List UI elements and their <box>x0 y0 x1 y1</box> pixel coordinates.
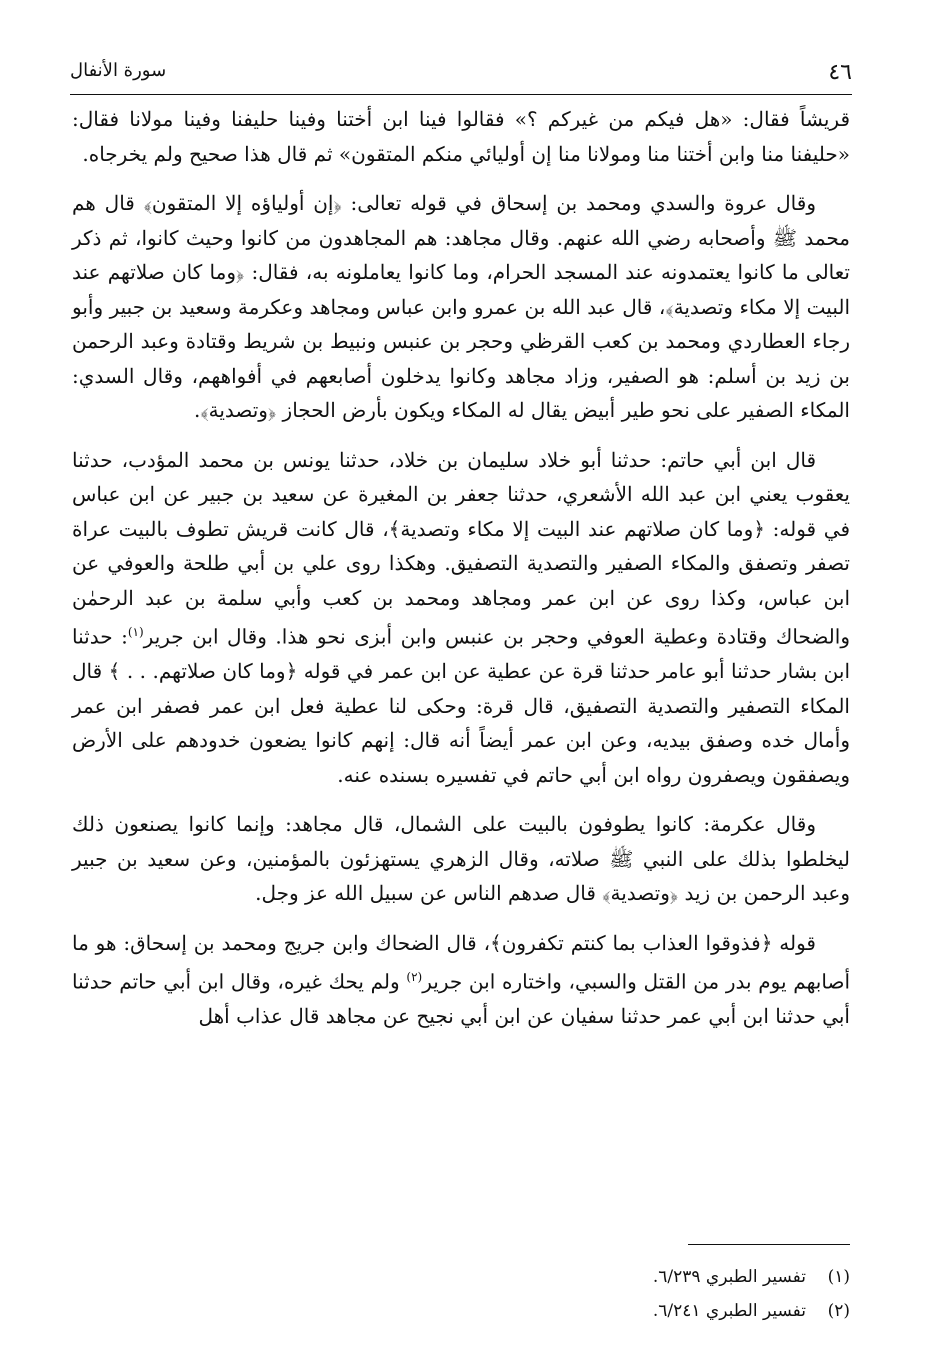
header-rule <box>70 94 852 95</box>
paragraph-1: قريشاً فقال: «هل فيكم من غيركم ؟» فقالوا فينا ابن أختنا وفينا حليفنا وفينا مولانا فقال: «حليفنا منا وابن أختنا منا ومولانا منا إن أوليائي منكم المتقون» ثم قال هذا صحيح ولم يخرجاه. <box>72 107 851 166</box>
paragraph-3-text: قال ابن أبي حاتم: حدثنا أبو خلاد سليمان بن خلاد، حدثنا يونس بن محمد المؤدب، حدثنا يعقوب يعني ابن عبد الله الأشعري، حدثنا جعفر بن المغيرة عن سعيد بن جبير عن ابن عباس في قوله: ﴿وما كان صلاتهم عند البيت إلا مكاء وتصدية﴾، قال كانت قريش تطوف بالبيت عراة تصفر وتصفق والمكاء الصفير والتصدية التصفيق. وهكذا روى علي بن أبي طلحة والعوفي عن ابن عباس، وكذا روى عن ابن عمر ومجاهد ومحمد بن كعب وأبي سلمة بن عبد الرحمٰن والضحاك وقتادة وعطية العوفي وحجر بن عنبس وابن أبزى نحو هذا. وقال ابن جرير <box>72 447 851 649</box>
paragraph-3 <box>72 443 850 793</box>
footnote-ref-2: (٢) <box>406 970 423 985</box>
surah-title: سورة الأنفال <box>70 60 167 81</box>
footnote-number: (٢) <box>827 1301 850 1321</box>
paragraph-3-continuation: : حدثنا ابن بشار حدثنا أبو عامر حدثنا قرة عن عطية عن ابن عمر في قوله ﴿وما كان صلاتهم. . . ﴾ قال المكاء التصفير والتصدية التصفيق، قال قرة: وحكى لنا عطية فعل ابن عمر فصفر ابن عمر وأمال خده وصفق بيديه، وعن ابن عمر أيضاً أنه قال: إنهم كانوا يضعون خدودهم على الأرض ويصفقون ويصفرون رواه ابن أبي حاتم في تفسيره بسنده عنه. <box>72 624 851 787</box>
paragraph-4: وقال عكرمة: كانوا يطوفون بالبيت على الشمال، قال مجاهد: وإنما كانوا يصنعون ذلك ليخلطوا بذلك على النبي ﷺ صلاته، وقال الزهري يستهزئون بالمؤمنين، وعن سعيد بن جبير وعبد الرحمن بن زيد ﴿وتصدية﴾ قال صدهم الناس عن سبيل الله عز وجل. <box>72 812 850 906</box>
footnote-ref-1: (١) <box>127 625 144 639</box>
footnote-rule <box>688 1244 850 1245</box>
footnote-text: تفسير الطبري ٦/٢٤١. <box>652 1301 806 1321</box>
footnote-text: تفسير الطبري ٦/٢٣٩. <box>652 1267 806 1287</box>
paragraph-5-text: قوله ﴿فذوقوا العذاب بما كنتم تكفرون﴾، قال الضحاك وابن جريج ومحمد بن إسحاق: هو ما أصابهم يوم بدر من القتل والسبي، واختاره ابن جرير <box>72 930 850 994</box>
paragraph-5-continuation: ولم يحك غيره، وقال ابن أبي حاتم حدثنا أبي حدثنا ابن أبي عمر حدثنا سفيان عن ابن أبي نجيح عن مجاهد قال عذاب أهل <box>72 969 850 1029</box>
footnote-2 <box>72 1294 850 1328</box>
page-header <box>70 56 852 98</box>
page-number: ٤٦ <box>828 60 852 85</box>
main-text <box>72 102 850 1034</box>
paragraph-5 <box>72 926 850 1034</box>
footnotes <box>72 1260 850 1328</box>
footnote-1 <box>72 1260 850 1294</box>
paragraph-2: وقال عروة والسدي ومحمد بن إسحاق في قوله تعالى: ﴿إن أولياؤه إلا المتقون﴾ قال هم محمد ﷺ وأصحابه رضي الله عنهم. وقال مجاهد: هم المجاهدون من كانوا وحيث كانوا، ثم ذكر تعالى ما كانوا يعتمدونه عند المسجد الحرام، وما كانوا يعاملونه به، فقال: ﴿وما كان صلاتهم عند البيت إلا مكاء وتصدية﴾، قال عبد الله بن عمرو وابن عباس ومجاهد وعكرمة وسعيد بن جبير وأبو رجاء العطاردي ومحمد بن كعب القرظي وحجر بن عنبس ونبيط بن شريط وقتادة وعبد الرحمن بن زيد بن أسلم: هو الصفير، وزاد مجاهد وكانوا يدخلون أصابعهم في أفواههم، وقال السدي: المكاء الصفير على نحو طير أبيض يقال له المكاء ويكون بأرض الحجاز ﴿وتصدية﴾. <box>72 191 850 422</box>
footnote-number: (١) <box>827 1267 850 1287</box>
